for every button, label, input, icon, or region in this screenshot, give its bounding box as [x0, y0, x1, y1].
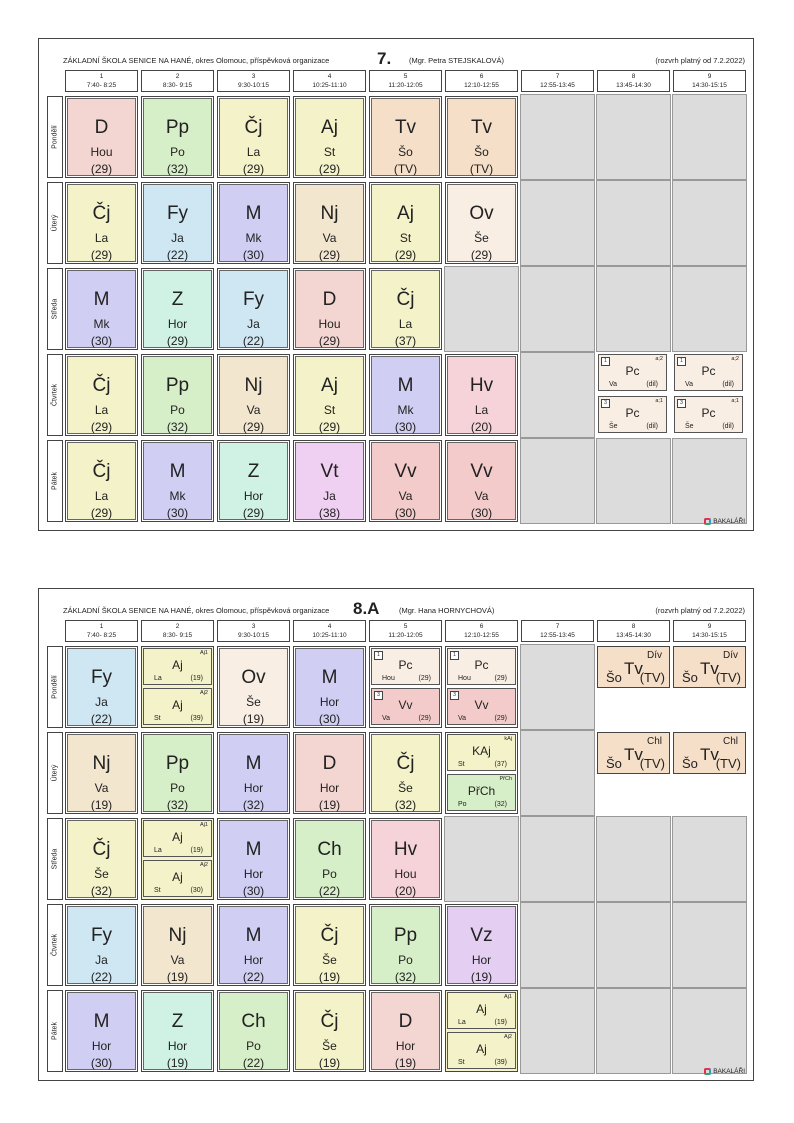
period-header: 5 11:20-12:05	[369, 70, 442, 92]
lesson-cell[interactable]: Ch Po (22)	[293, 818, 366, 900]
bakalari-logo: BAKALÁŘI	[704, 1068, 745, 1075]
lesson-cell[interactable]: M Hor (30)	[65, 990, 138, 1072]
empty-slot	[520, 644, 595, 730]
empty-slot	[672, 180, 747, 266]
group-lesson[interactable]: Chl Tv Šo (TV)	[597, 732, 670, 774]
empty-slot	[672, 902, 747, 988]
empty-slot	[520, 266, 595, 352]
group-lesson[interactable]: 1 a;2 Pc Va (dil)	[674, 354, 743, 391]
lesson-cell[interactable]: Aj St (29)	[369, 182, 442, 264]
group-lesson[interactable]: 1 Pc Hou (29)	[371, 648, 440, 685]
bakalari-logo: BAKALÁŘI	[704, 518, 745, 525]
split-lesson-slot	[445, 646, 518, 728]
lesson-cell[interactable]: Pp Po (32)	[141, 96, 214, 178]
empty-slot	[596, 816, 671, 902]
day-label: Úterý	[47, 732, 63, 814]
empty-slot	[520, 94, 595, 180]
lesson-cell[interactable]: Pp Po (32)	[369, 904, 442, 986]
lesson-cell[interactable]: M Hor (22)	[217, 904, 290, 986]
group-lesson[interactable]: Aj2 Aj St (39)	[143, 688, 212, 725]
period-header: 2 8:30- 9:15	[141, 70, 214, 92]
lesson-cell[interactable]: Ov Še (19)	[217, 646, 290, 728]
lesson-cell[interactable]: Vt Ja (38)	[293, 440, 366, 522]
lesson-cell[interactable]: Pp Po (32)	[141, 732, 214, 814]
lesson-cell[interactable]: Tv Šo (TV)	[445, 96, 518, 178]
group-lesson[interactable]: 1 Pc Hou (29)	[447, 648, 516, 685]
period-header: 7 12:55-13:45	[521, 70, 594, 92]
group-lesson[interactable]: 3 a;1 Pc Še (dil)	[598, 396, 667, 433]
empty-slot	[596, 988, 671, 1074]
sheet-header	[63, 49, 745, 69]
lesson-cell[interactable]: Aj St (29)	[293, 354, 366, 436]
empty-slot	[444, 816, 519, 902]
lesson-cell[interactable]: Nj Va (29)	[293, 182, 366, 264]
lesson-cell[interactable]: Fy Ja (22)	[65, 646, 138, 728]
lesson-cell[interactable]: D Hor (19)	[293, 732, 366, 814]
period-header: 1 7:40- 8:25	[65, 620, 138, 642]
split-lesson-slot	[672, 352, 747, 438]
lesson-cell[interactable]: Fy Ja (22)	[217, 268, 290, 350]
period-header: 6 12:10-12:55	[445, 70, 518, 92]
empty-slot	[444, 266, 519, 352]
lesson-cell[interactable]: Čj Še (19)	[293, 904, 366, 986]
period-header: 4 10:25-11:10	[293, 620, 366, 642]
split-lesson-slot	[369, 646, 442, 728]
empty-slot	[520, 988, 595, 1074]
group-lesson[interactable]: PřCh PřCh Po (32)	[447, 774, 516, 811]
empty-slot	[672, 988, 747, 1074]
group-lesson[interactable]: Chl Tv Šo (TV)	[673, 732, 746, 774]
valid-from: (rozvrh platný od 7.2.2022)	[655, 56, 745, 65]
empty-slot	[596, 438, 671, 524]
group-lesson[interactable]: Dív Tv Šo (TV)	[597, 646, 670, 688]
group-lesson[interactable]: Aj2 Aj St (30)	[143, 860, 212, 897]
lesson-cell[interactable]: Čj La (29)	[65, 354, 138, 436]
lesson-cell[interactable]: Fy Ja (22)	[65, 904, 138, 986]
split-lesson-slot	[445, 732, 518, 814]
period-header: 7 12:55-13:45	[521, 620, 594, 642]
lesson-cell[interactable]: Nj Va (19)	[65, 732, 138, 814]
timetable-sheet-7	[38, 38, 754, 531]
empty-slot	[520, 438, 595, 524]
empty-slot	[520, 180, 595, 266]
lesson-cell[interactable]: Čj La (29)	[65, 440, 138, 522]
split-lesson-slot	[141, 646, 214, 728]
day-label: Pondělí	[47, 96, 63, 178]
lesson-cell[interactable]: Z Hor (19)	[141, 990, 214, 1072]
lesson-cell[interactable]: Tv Šo (TV)	[369, 96, 442, 178]
period-header: 8 13:45-14:30	[597, 70, 670, 92]
lesson-cell[interactable]: M Hor (30)	[217, 818, 290, 900]
empty-slot	[596, 94, 671, 180]
empty-slot	[672, 94, 747, 180]
group-lesson[interactable]: Aj1 Aj La (19)	[143, 648, 212, 685]
group-lesson[interactable]: Aj2 Aj St (39)	[447, 1032, 516, 1069]
empty-slot	[672, 816, 747, 902]
period-header: 2 8:30- 9:15	[141, 620, 214, 642]
group-lesson[interactable]: 3 a;1 Pc Še (dil)	[674, 396, 743, 433]
empty-slot	[596, 180, 671, 266]
period-header: 6 12:10-12:55	[445, 620, 518, 642]
empty-slot	[672, 438, 747, 524]
period-header: 3 9:30-10:15	[217, 70, 290, 92]
lesson-cell[interactable]: Čj Še (19)	[293, 990, 366, 1072]
split-lesson-slot	[445, 990, 518, 1072]
group-lesson[interactable]: Aj1 Aj La (19)	[447, 992, 516, 1029]
school-name: ZÁKLADNÍ ŠKOLA SENICE NA HANÉ, okres Olomouc, příspěvková organizace	[63, 56, 330, 65]
lesson-cell[interactable]: Vz Hor (19)	[445, 904, 518, 986]
day-label: Pondělí	[47, 646, 63, 728]
group-lesson[interactable]: Aj1 Aj La (19)	[143, 820, 212, 857]
lesson-cell[interactable]: Čj La (37)	[369, 268, 442, 350]
empty-slot	[520, 816, 595, 902]
lesson-cell[interactable]: Aj St (29)	[293, 96, 366, 178]
period-header: 3 9:30-10:15	[217, 620, 290, 642]
day-label: Čtvrtek	[47, 904, 63, 986]
split-lesson-slot	[596, 352, 671, 438]
group-lesson[interactable]: 1 a;2 Pc Va (dil)	[598, 354, 667, 391]
class-teacher: (Mgr. Petra STEJSKALOVÁ)	[409, 56, 505, 65]
lesson-cell[interactable]: M Hor (32)	[217, 732, 290, 814]
lesson-cell[interactable]: Čj La (29)	[217, 96, 290, 178]
lesson-cell[interactable]: Z Hor (29)	[141, 268, 214, 350]
period-header: 1 7:40- 8:25	[65, 70, 138, 92]
day-label: Pátek	[47, 990, 63, 1072]
empty-slot	[520, 352, 595, 438]
lesson-cell[interactable]: D Hou (29)	[293, 268, 366, 350]
day-label: Čtvrtek	[47, 354, 63, 436]
lesson-cell[interactable]: M Mk (30)	[141, 440, 214, 522]
bakalari-logo-icon	[704, 1068, 711, 1075]
group-lesson[interactable]: 3 Vv Va (29)	[371, 688, 440, 725]
period-header: 8 13:45-14:30	[597, 620, 670, 642]
empty-slot	[520, 902, 595, 988]
lesson-cell[interactable]: M Mk (30)	[217, 182, 290, 264]
class-teacher: (Mgr. Hana HORNYCHOVÁ)	[399, 606, 495, 615]
empty-slot	[672, 266, 747, 352]
lesson-cell[interactable]: Čj La (29)	[65, 182, 138, 264]
lesson-cell[interactable]: Vv Va (30)	[445, 440, 518, 522]
lesson-cell[interactable]: Hv La (20)	[445, 354, 518, 436]
valid-from: (rozvrh platný od 7.2.2022)	[655, 606, 745, 615]
lesson-cell[interactable]: Pp Po (32)	[141, 354, 214, 436]
lesson-cell[interactable]: Z Hor (29)	[217, 440, 290, 522]
lesson-cell[interactable]: Nj Va (29)	[217, 354, 290, 436]
day-label: Pátek	[47, 440, 63, 522]
class-name: 8.A	[353, 599, 380, 618]
timetable-sheet-8a	[38, 588, 754, 1081]
school-name: ZÁKLADNÍ ŠKOLA SENICE NA HANÉ, okres Olomouc, příspěvková organizace	[63, 606, 330, 615]
lesson-cell[interactable]: M Hor (30)	[293, 646, 366, 728]
group-lesson[interactable]: Dív Tv Šo (TV)	[673, 646, 746, 688]
period-header: 4 10:25-11:10	[293, 70, 366, 92]
lesson-cell[interactable]: Čj Še (32)	[65, 818, 138, 900]
day-label: Úterý	[47, 182, 63, 264]
lesson-cell[interactable]: Ch Po (22)	[217, 990, 290, 1072]
bakalari-logo-icon	[704, 518, 711, 525]
lesson-cell[interactable]: M Mk (30)	[65, 268, 138, 350]
period-header: 9 14:30-15:15	[673, 620, 746, 642]
lesson-cell[interactable]: Hv Hou (20)	[369, 818, 442, 900]
lesson-cell[interactable]: Ov Še (29)	[445, 182, 518, 264]
group-lesson[interactable]: kAj KAj St (37)	[447, 734, 516, 771]
empty-slot	[596, 266, 671, 352]
lesson-cell[interactable]: Nj Va (19)	[141, 904, 214, 986]
lesson-cell[interactable]: D Hou (29)	[65, 96, 138, 178]
empty-slot	[520, 730, 595, 816]
empty-slot	[596, 902, 671, 988]
lesson-cell[interactable]: M Mk (30)	[369, 354, 442, 436]
group-lesson[interactable]: 3 Vv Va (29)	[447, 688, 516, 725]
lesson-cell[interactable]: Fy Ja (22)	[141, 182, 214, 264]
period-header: 9 14:30-15:15	[673, 70, 746, 92]
day-label: Středa	[47, 268, 63, 350]
sheet-header	[63, 599, 745, 619]
lesson-cell[interactable]: Čj Še (32)	[369, 732, 442, 814]
class-name: 7.	[377, 49, 392, 68]
split-lesson-slot	[141, 818, 214, 900]
lesson-cell[interactable]: Vv Va (30)	[369, 440, 442, 522]
lesson-cell[interactable]: D Hor (19)	[369, 990, 442, 1072]
period-header: 5 11:20-12:05	[369, 620, 442, 642]
day-label: Středa	[47, 818, 63, 900]
